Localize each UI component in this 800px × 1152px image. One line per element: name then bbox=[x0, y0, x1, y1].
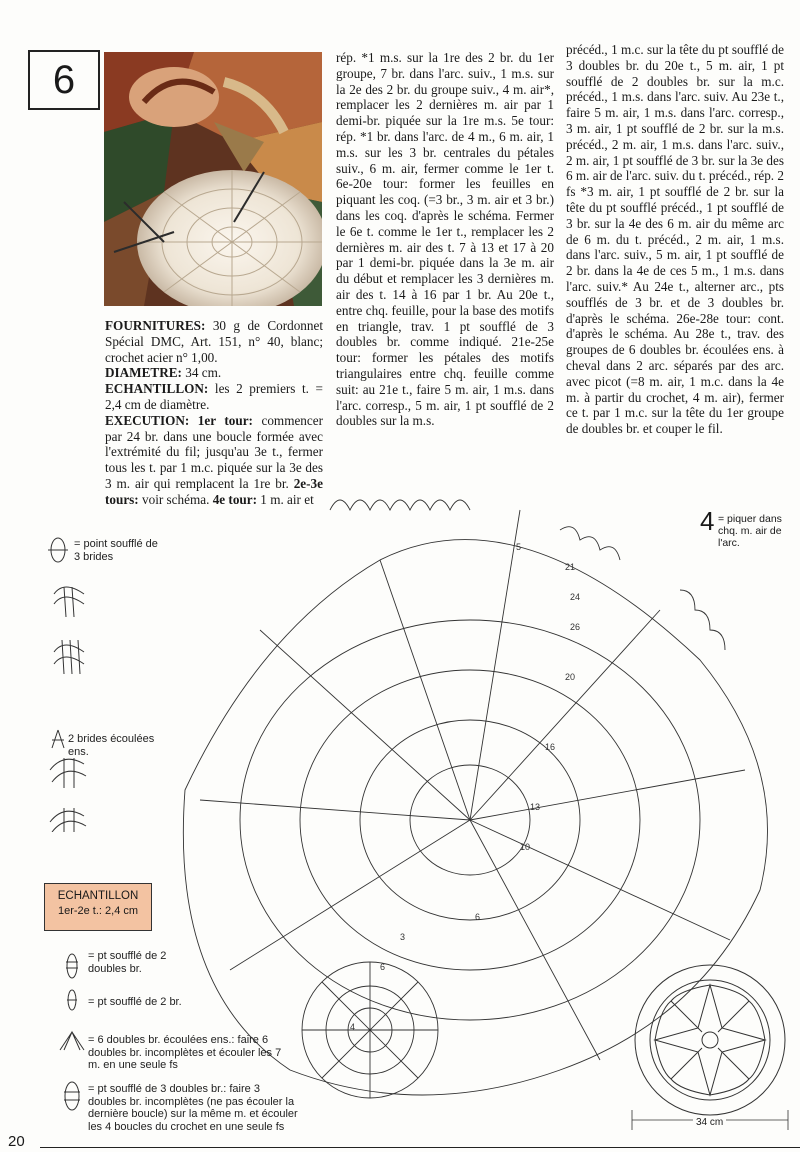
pattern-number-box bbox=[28, 50, 100, 110]
chart-lines bbox=[183, 500, 767, 1098]
legend-two-tog: 2 brides écoulées ens. bbox=[68, 733, 155, 758]
round-label: 3 bbox=[400, 932, 406, 942]
doily-photo-image bbox=[104, 52, 322, 306]
instructions-text-2: rép. *1 m.s. sur la 1re des 2 br. du 1er groupe, 7 br. dans l'arc. suiv., 1 m.s. sur la 2e des 2 br. du groupe suiv., 4 m. air*, remplacer les 2 dernières m. air par 1 demi-br. piquée sur la 1re m.s. 5e tour: rép. *1 br. dans l'arc. de 4 m., 6 m. air, 1 m.s. sur les 3 br. centrales du pétales suiv., 6 m. air, fermer comme le 1er t. 6e-20e tour: former les feuilles en piquant les coq. (=3 br., 3 m. air et 3 br.) dans les coq. d'après le schéma. Fermer le 6e t. comme le 1er t., remplacer les 2 dernières m. air des t. 7 à 13 et 17 à 20 par 1 demi-br. piquée dans la 3e m. air du début et remplacer les 3 dernières m. air des t. 14 à 16 par 1 br. Au 20e t., entre chq. feuille, pour la base des motifs en triangle, trav. 1 pt soufflé de 3 doubles br. comme indiqué. 21e-25e tour: former les pétales des motifs triangulaires entre chq. feuille comme suit: au 21e t., faire 5 m. air, 1 m.s. dans l'arc. corresp., 5 m. air, 1 pt soufflé de 2 doubles sur la m.s. bbox=[336, 50, 554, 429]
mini-doily bbox=[635, 965, 785, 1115]
doily-photo bbox=[104, 52, 322, 306]
round-label: 5 bbox=[516, 542, 522, 552]
diameter-label: 34 cm bbox=[693, 1117, 726, 1128]
instructions-column-3 bbox=[566, 42, 784, 437]
legend-puff3-dbl: = pt soufflé de 3 doubles br.: faire 3 doubles br. incomplètes (ne pas écouler la dernière boucle) sur la même m. et écouler les 4 boucles du crochet en une seule fs bbox=[88, 1083, 298, 1133]
two-tog-step1 bbox=[50, 758, 86, 788]
centre-motif-spokes bbox=[302, 962, 438, 1098]
puff2-dbl-symbol bbox=[67, 954, 77, 978]
chart-outline bbox=[183, 540, 767, 1095]
legend-puff2-dbl: = pt soufflé de 2 doubles br. bbox=[88, 950, 167, 975]
instructions-text-3: précéd., 1 m.c. sur la tête du pt soufflé de 3 doubles br. du 20e t., 5 m. air, 1 pt soufflé de 2 doubles br. sur la m.c. précéd., 1 m.s. dans l'arc. suiv. Au 23e t., faire 5 m. air, 1 m.s. dans l'arc. corresp., 3 m. air, 1 pt soufflé de 2 br. sur la m.s. précéd., 2 m. air, 1 m.s. dans l'arc. suiv., 2 m. air, 1 pt soufflé de 3 br. sur la 3e des 6 m. air de l'arc. suiv. du t. précéd., rép. 2 fs *3 m. air, 1 pt soufflé de 2 br. sur la tête du pt soufflé précéd., 1 pt soufflé de 3 br. sur la 4e des 6 m. air du même arc de 6 m. du t. précéd., 2 m. air, 1 m.s. dans l'arc. suiv., 5 m. air, 1 pt soufflé de 2 br. dans la 4e de ces 5 m., 1 m.s. dans l'arc. suiv.* Au 24e t., alterner arc., pts soufflés de 3 br. et de 3 doubles br. d'après le schéma. 26e-28e tour: cont. d'après le schéma. Au 28e t., trav. des groupes de 6 doubles br. écoulées ens. à cheval dans 2 arc. séparés par des arc. avec picot (=8 m. air, 1 m.c. dans la 4e m. à partir du crochet, 4 m. air), fermer ce t. par 1 m.c. sur la tête du 1er groupe de doubles br. et couper le fil. bbox=[566, 42, 784, 437]
pick-symbol: 4 bbox=[700, 506, 715, 536]
legend-symbols bbox=[44, 532, 104, 832]
bottom-rule bbox=[40, 1147, 800, 1148]
legend-pick-note: = piquer dans chq. m. air de l'arc. bbox=[718, 513, 782, 549]
sample-title: ECHANTILLON bbox=[57, 890, 139, 902]
round-label: 21 bbox=[565, 562, 576, 572]
legend-symbols-lower bbox=[58, 944, 88, 1114]
sample-box bbox=[44, 883, 152, 931]
round-label: 10 bbox=[520, 842, 531, 852]
instructions-column-2 bbox=[336, 50, 554, 429]
puff3-step1 bbox=[54, 587, 84, 617]
round-label: 24 bbox=[570, 592, 581, 602]
round-label: 4 bbox=[350, 1022, 356, 1032]
puff3-dbl-symbol bbox=[65, 1082, 79, 1110]
instructions-column-1: FOURNITURES: 30 g de Cordonnet Spécial DMC, Art. 151, n° 40, blanc; crochet acier n° 1,00. DIAMETRE: 34 cm. ECHANTILLON: les 2 premiers t. = 2,4 cm de diamètre. EXECUTION: 1er tour: commencer par 24 br. dans une boucle formée avec l'extrémité du fil; jusqu'au 3e t., fermer tous les t. par 1 m.c. piquée sur la 3e des 3 m. air qui remplacent la 1re br. 2e-3e tours: voir schéma. 4e tour: 1 m. air et bbox=[105, 318, 323, 507]
two-tog-step2 bbox=[50, 808, 86, 832]
pattern-number: 6 bbox=[52, 57, 76, 102]
legend-six-tog: = 6 doubles br. écoulées ens.: faire 6 doubles br. incomplètes et écouler les 7 m. en une seule fs bbox=[88, 1034, 282, 1071]
round-label: 6 bbox=[475, 912, 481, 922]
two-tog-symbol bbox=[52, 730, 64, 748]
round-label: 20 bbox=[565, 672, 576, 682]
round-label: 6 bbox=[380, 962, 386, 972]
round-label: 16 bbox=[545, 742, 556, 752]
picot-edge bbox=[330, 500, 725, 650]
round-label: 26 bbox=[570, 622, 581, 632]
round-label: 13 bbox=[530, 802, 541, 812]
legend-puff2: = pt soufflé de 2 br. bbox=[88, 996, 182, 1008]
leaf-arcs bbox=[200, 510, 745, 1060]
legend-puff3: = point soufflé de 3 brides bbox=[74, 538, 158, 563]
page-number: 20 bbox=[8, 1133, 25, 1150]
six-tog-symbol bbox=[60, 1032, 84, 1050]
puff3-step2 bbox=[54, 640, 84, 674]
sample-value: 1er-2e t.: 2,4 cm bbox=[57, 905, 139, 917]
